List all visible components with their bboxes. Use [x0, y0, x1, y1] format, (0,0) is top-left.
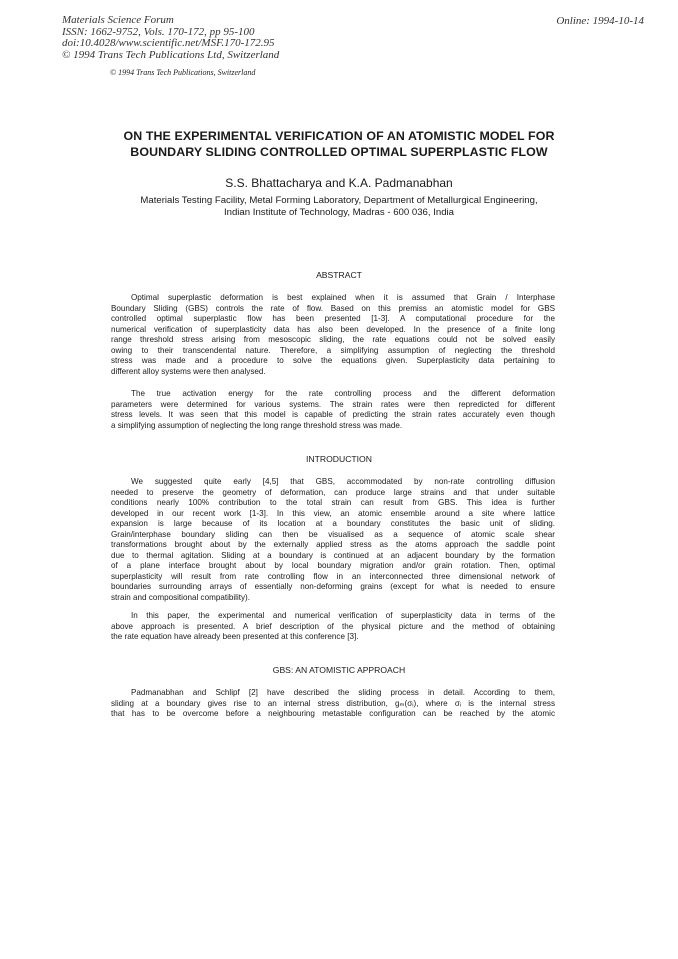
introduction-paragraph-1 — [111, 477, 555, 603]
text-line: Boundary Sliding (GBS) controls the rate of flow. Based on this premiss an atomistic model for GBS — [111, 303, 555, 313]
affiliation-line: Materials Testing Facility, Metal Forming Laboratory, Department of Metallurgical Engineering, — [140, 195, 538, 206]
abstract-paragraph-2 — [111, 389, 555, 431]
issn-line: ISSN: 1662-9752, Vols. 170-172, pp 95-100 — [62, 25, 255, 38]
abstract-heading: ABSTRACT — [316, 270, 362, 280]
gbs-paragraph-1 — [111, 688, 555, 720]
introduction-paragraph-2 — [111, 611, 555, 643]
online-date: Online: 1994-10-14 — [556, 15, 644, 27]
text-line: boundaries surrounding arrays of essentially non-deforming grains (except for what is needed to ensure — [111, 582, 555, 591]
text-line: parameters were determined for various systems. The strain rates were then repredicted for different — [111, 399, 555, 409]
text-line: needed to preserve the geometry of deformation, can produce large strains and that under suitable — [111, 487, 555, 497]
text-line: owing to their transcendental nature. Therefore, a simplifying assumption of neglecting the threshold — [111, 345, 555, 355]
text-line: stress levels. It was seen that this model is capable of predicting the strain rates accurately even though — [111, 410, 555, 419]
journal-name: Materials Science Forum — [62, 14, 174, 26]
affiliation-line: Indian Institute of Technology, Madras - 600 036, India — [223, 207, 455, 218]
text-line: of a plane interface brought about by local boundary migration and/or grain rotation. Then, optimal — [111, 561, 555, 570]
text-line: above approach is presented. A brief description of the physical picture and the method of obtaining — [111, 621, 555, 631]
doi-line: doi:10.4028/www.scientific.net/MSF.170-172.95 — [62, 37, 275, 49]
text-line: range threshold stress arising from mesoscopic sliding, the rate equations could not be solved easily — [111, 335, 555, 344]
text-line: developed in our recent work [1-3]. In this view, an atomic ensemble around a site where lattice — [111, 508, 555, 518]
authors: S.S. Bhattacharya and K.A. Padmanabhan — [225, 176, 453, 190]
title-line: ON THE EXPERIMENTAL VERIFICATION OF AN ATOMISTIC MODEL FOR — [123, 129, 555, 143]
affiliation — [60, 195, 618, 219]
journal-metadata — [62, 15, 279, 61]
text-line: Grain/interphase boundary sliding can then be visualised as a sequence of atomic scale shear — [111, 529, 555, 539]
text-line: numerical verification of superplasticity data has also been developed. In the presence of a finite long — [111, 324, 555, 334]
text-line: a simplifying assumption of neglecting the long range threshold stress was made. — [111, 420, 403, 430]
text-line: the rate equation have already been presented at this conference [3]. — [111, 632, 359, 641]
text-line: Padmanabhan and Schlipf [2] have described the sliding process in detail. According to them, — [131, 688, 555, 697]
text-line: controlled optimal superplastic flow has been presented [1-3]. A computational procedure for the — [111, 314, 555, 323]
title-line: BOUNDARY SLIDING CONTROLLED OPTIMAL SUPERPLASTIC FLOW — [130, 145, 548, 159]
paper-title — [60, 128, 618, 160]
text-line: Optimal superplastic deformation is best explained when it is assumed that Grain / Interphase — [131, 293, 555, 302]
text-line: due to thermal agitation. Sliding at a boundary is continued at an adjacent boundary by the formation — [111, 550, 555, 560]
text-line: The true activation energy for the rate controlling process and the different deformation — [131, 389, 555, 398]
text-line: stress was made and a procedure to solve the equations given. Superplasticity data pertaining to — [111, 356, 555, 365]
text-line: transformations brought about by the externally applied stress as the atoms approach the saddle point — [111, 540, 555, 549]
text-line: sliding at a boundary gives rise to an internal stress distribution, gₘ(σᵢ), where σᵢ is the internal stress — [111, 698, 555, 708]
text-line: different alloy systems were then analysed. — [111, 366, 266, 376]
print-copyright: © 1994 Trans Tech Publications, Switzerland — [110, 68, 256, 77]
text-line: expansion is large because of its location at a boundary constitutes the basic unit of sliding. — [111, 519, 555, 528]
gbs-heading: GBS: AN ATOMISTIC APPROACH — [272, 665, 406, 675]
text-line: superplasticity will result from rate controlling flow in an interconnected three dimensional network of — [111, 571, 555, 581]
text-line: strain and compositional compatibility). — [111, 592, 251, 602]
introduction-heading: INTRODUCTION — [306, 454, 372, 464]
text-line: conditions nearly 100% contribution to the total strain can result from GBS. This idea is further — [111, 498, 555, 507]
text-line: We suggested quite early [4,5] that GBS, accommodated by non-rate controlling diffusion — [131, 477, 555, 486]
publisher-copyright: © 1994 Trans Tech Publications Ltd, Switzerland — [62, 48, 280, 61]
text-line: In this paper, the experimental and numerical verification of superplasticity data in terms of the — [131, 611, 555, 620]
text-line: that has to be overcome before a neighbouring metastable configuration can be reached by the atomic — [111, 709, 555, 718]
abstract-paragraph-1 — [111, 293, 555, 377]
